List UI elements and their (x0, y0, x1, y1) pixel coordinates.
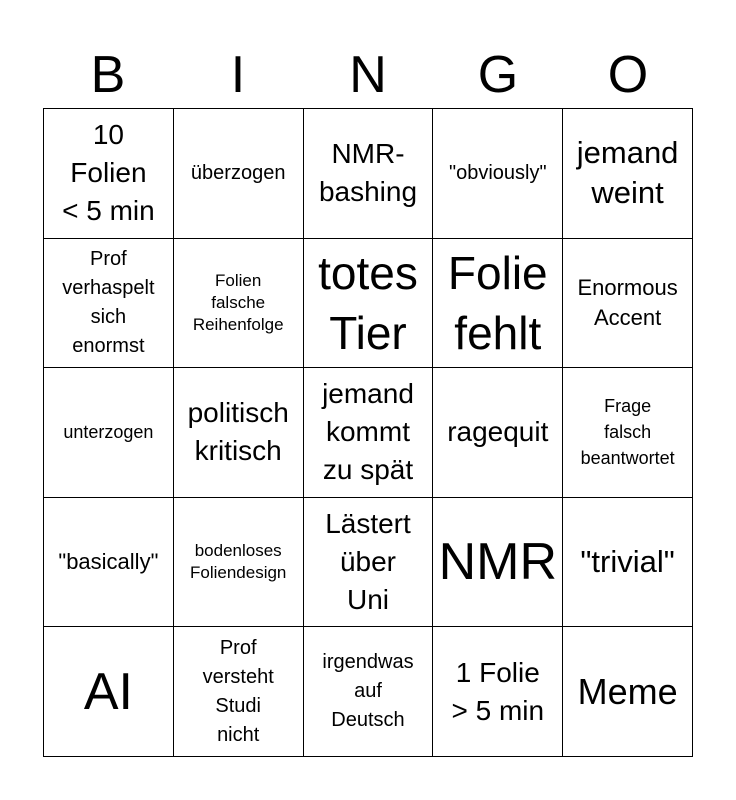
header-letter-i: I (230, 46, 246, 104)
bingo-cell[interactable] (563, 368, 693, 498)
header-letter-o: O (607, 46, 649, 104)
cell-text: 10 Folien < 5 min (62, 119, 155, 227)
bingo-cell[interactable] (304, 109, 434, 239)
cell-text: "basically" (58, 549, 159, 575)
bingo-cell[interactable] (433, 498, 563, 628)
bingo-cell[interactable] (44, 239, 174, 369)
bingo-cell[interactable] (44, 368, 174, 498)
cell-text: Lästert über Uni (325, 508, 411, 616)
cell-text: unterzogen (63, 422, 154, 443)
cell-text: totes Tier (318, 246, 418, 359)
cell-text: jemand weint (576, 135, 679, 211)
cell-text: Folie fehlt (447, 246, 548, 359)
bingo-cell[interactable] (174, 109, 304, 239)
cell-text: AI (83, 662, 133, 721)
header-letter-n: N (349, 46, 387, 104)
bingo-header (43, 44, 693, 106)
header-letter-g: G (477, 46, 519, 104)
bingo-cell[interactable] (433, 368, 563, 498)
cell-text: "trivial" (580, 544, 675, 580)
bingo-cell[interactable] (563, 239, 693, 369)
cell-text: Meme (577, 670, 678, 712)
cell-text: 1 Folie > 5 min (451, 656, 545, 726)
bingo-cell[interactable] (174, 627, 304, 757)
bingo-cell[interactable] (304, 627, 434, 757)
cell-text: politisch kritisch (187, 397, 289, 467)
header-letter-b: B (90, 46, 126, 104)
bingo-cell[interactable] (433, 627, 563, 757)
cell-text: "obviously" (449, 161, 547, 184)
bingo-cell[interactable] (174, 239, 304, 369)
bingo-cell[interactable] (44, 498, 174, 628)
cell-text: Folien falsche Reihenfolge (192, 270, 284, 334)
bingo-cell[interactable] (563, 109, 693, 239)
cell-text: NMR- bashing (318, 138, 418, 208)
bingo-cell[interactable] (563, 498, 693, 628)
bingo-cell[interactable] (44, 627, 174, 757)
cell-text: NMR (438, 533, 557, 592)
cell-text: Prof verhaspelt sich enormst (62, 247, 155, 357)
cell-text: Frage falsch beantwortet (580, 396, 675, 469)
cell-text: bodenloses Foliendesign (189, 541, 287, 583)
bingo-cell[interactable] (433, 109, 563, 239)
bingo-cell[interactable] (563, 627, 693, 757)
cell-text: irgendwas auf Deutsch (322, 651, 414, 732)
bingo-grid (43, 108, 693, 757)
cell-text: überzogen (190, 161, 286, 184)
bingo-cell[interactable] (304, 368, 434, 498)
bingo-cell[interactable] (174, 368, 304, 498)
bingo-cell[interactable] (174, 498, 304, 628)
cell-text: jemand kommt zu spät (322, 378, 414, 486)
cell-text: Enormous Accent (577, 274, 678, 330)
bingo-cell[interactable] (433, 239, 563, 369)
bingo-cell[interactable] (44, 109, 174, 239)
cell-text: Prof versteht Studi nicht (202, 636, 274, 746)
bingo-cell[interactable] (304, 498, 434, 628)
bingo-cell[interactable] (304, 239, 434, 369)
cell-text: ragequit (447, 416, 549, 448)
